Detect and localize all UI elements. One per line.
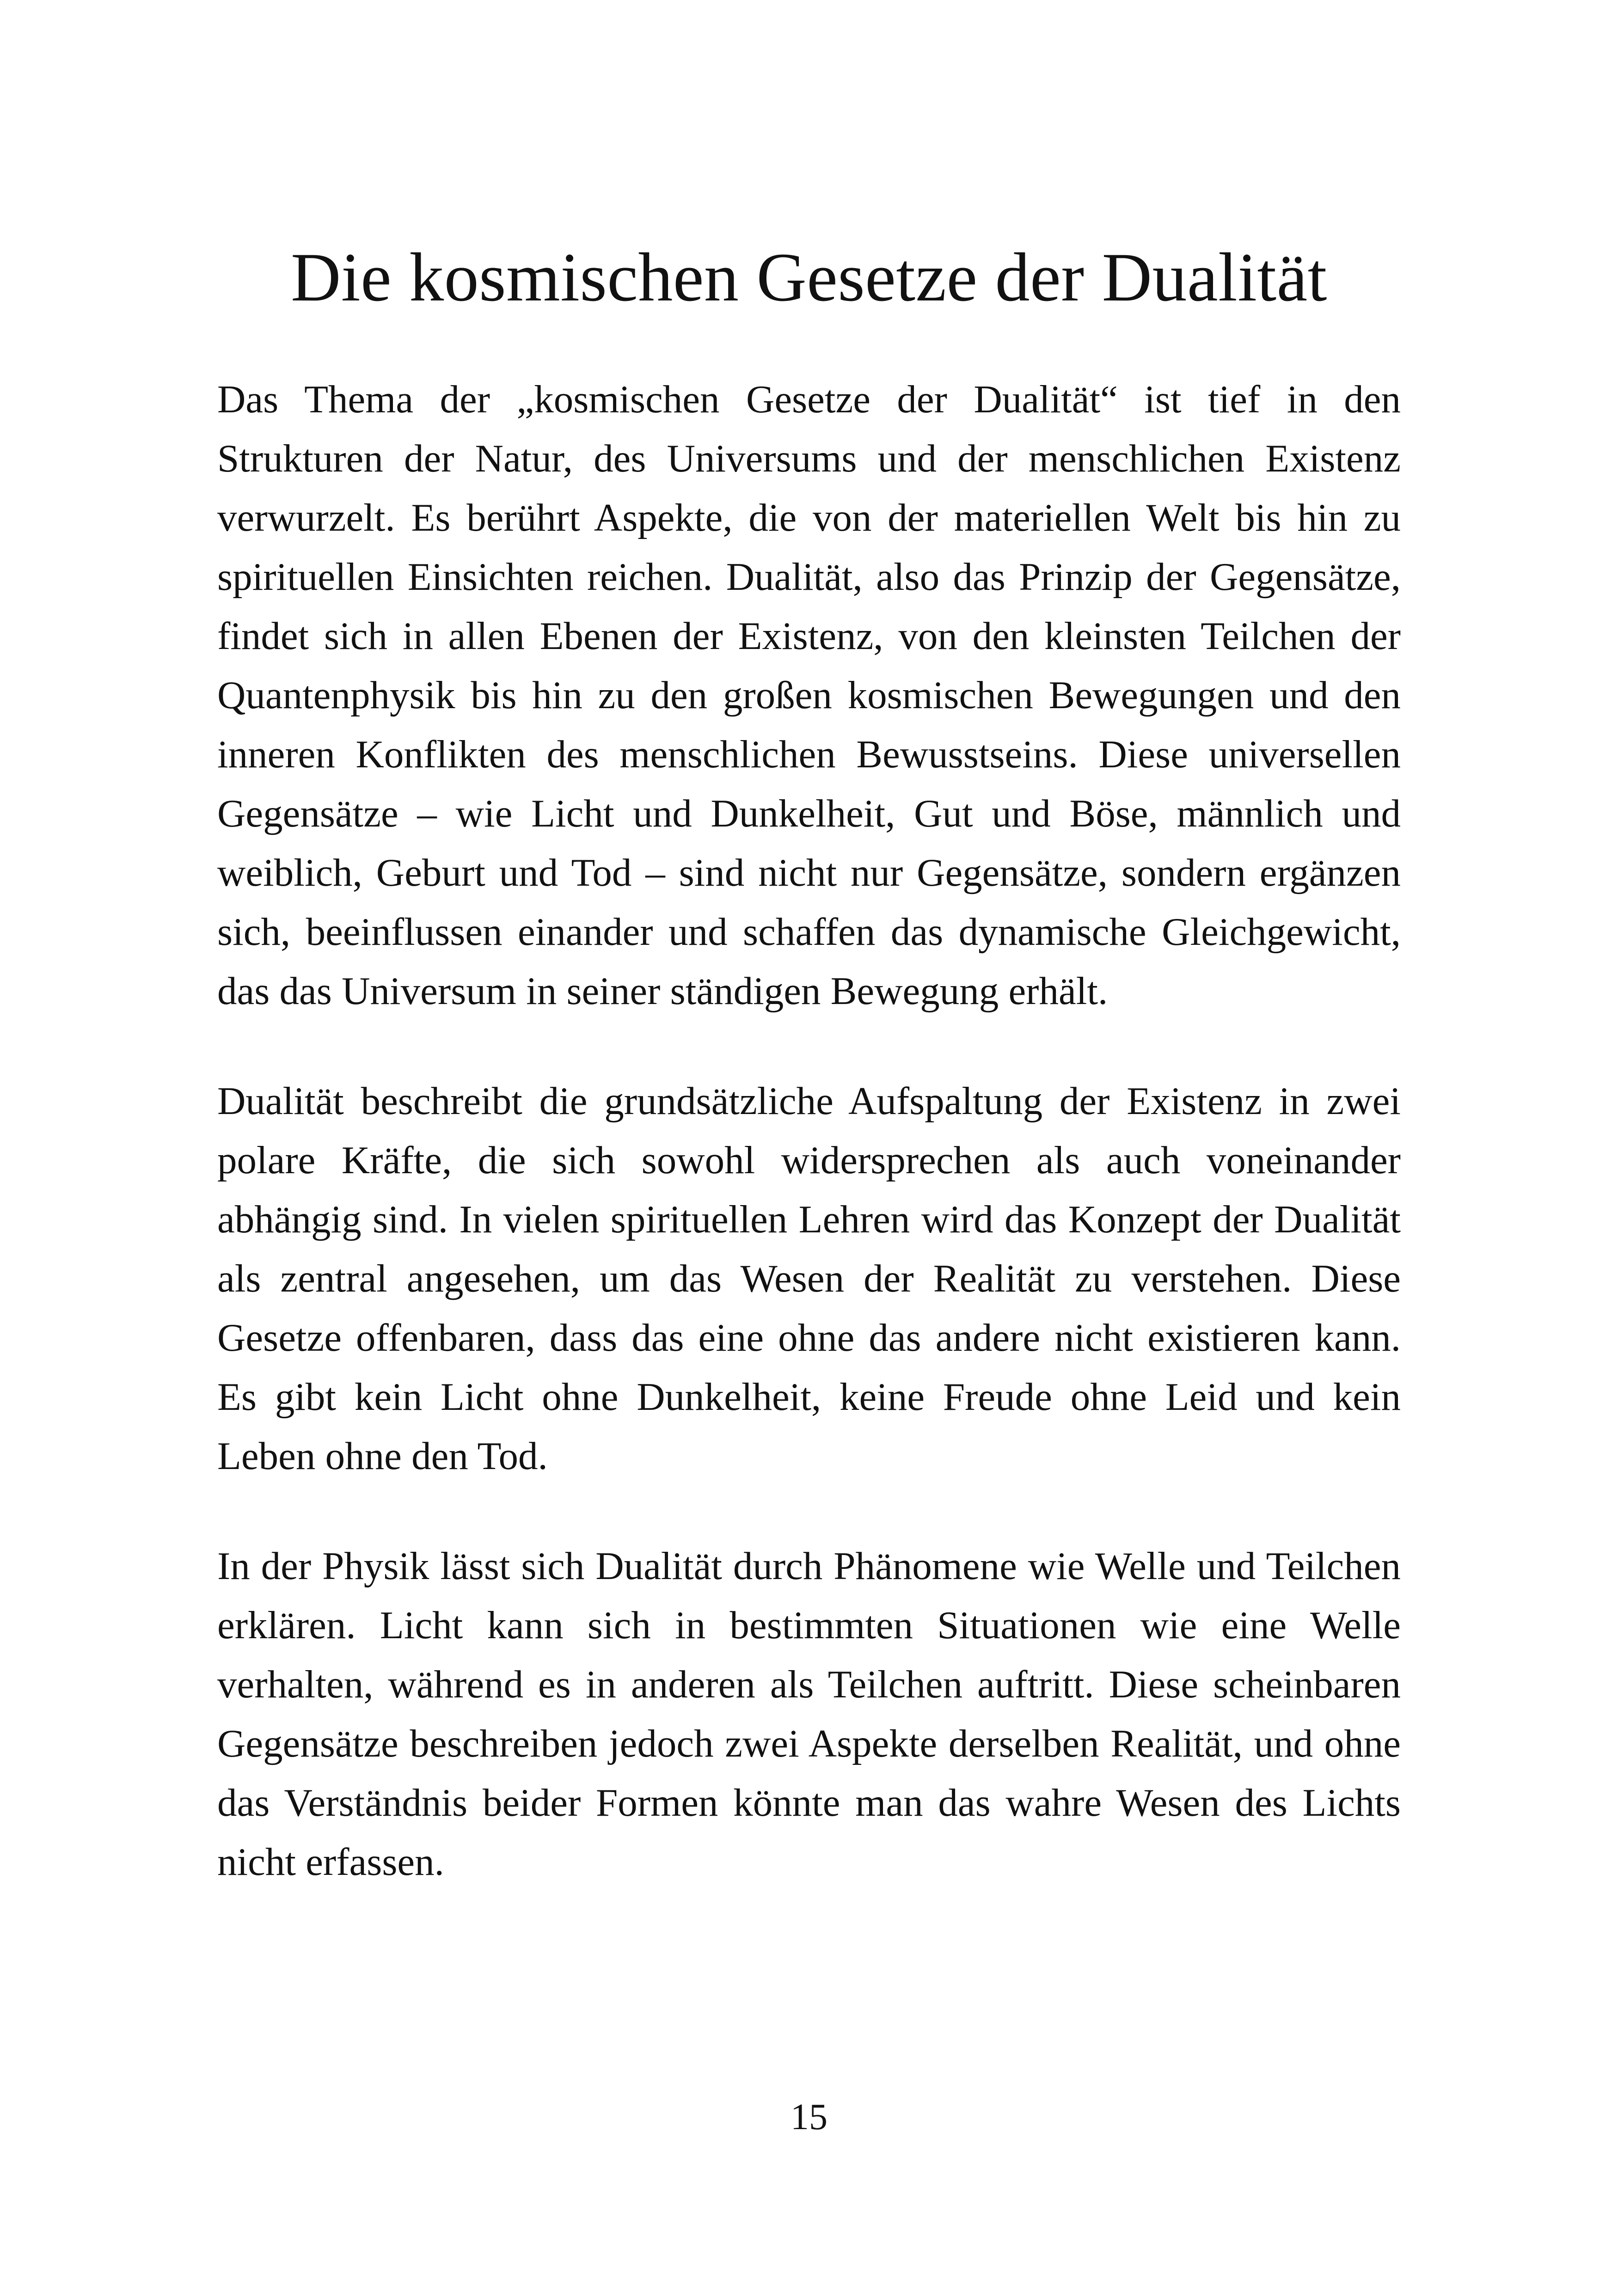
paragraph-2: Dualität beschreibt die grundsätzliche Aufspaltung der Existenz in zwei polare Kräfte, die sich sowohl widersprechen als auch voneinander abhängig sind. In vielen spirituellen Lehren wird das Konzept der Dualität als zentral angesehen, um das Wesen der Realität zu verstehen. Diese Gesetze offenbaren, dass das eine ohne das andere nicht existieren kann. Es gibt kein Licht ohne Dunkelheit, keine Freude ohne Leid und kein Leben ohne den Tod. (217, 1079, 1401, 1478)
chapter-body (217, 370, 1401, 1892)
paragraph-3: In der Physik lässt sich Dualität durch Phänomene wie Welle und Teilchen erklären. Licht kann sich in bestimmten Situationen wie eine Welle verhalten, während es in anderen als Teilchen auftritt. Diese scheinbaren Gegensätze beschreiben jedoch zwei Aspekte derselben Realität, und ohne das Verständnis beider Formen könnte man das wahre Wesen des Lichts nicht erfassen. (217, 1544, 1401, 1884)
chapter-title: Die kosmischen Gesetze der Dualität (291, 239, 1327, 316)
paragraph-1: Das Thema der „kosmischen Gesetze der Dualität“ ist tief in den Strukturen der Natur, des Universums und der menschlichen Existenz verwurzelt. Es berührt Aspekte, die von der materiellen Welt bis hin zu spirituellen Einsichten reichen. Dualität, also das Prinzip der Gegensätze, findet sich in allen Ebenen der Existenz, von den kleinsten Teilchen der Quantenphysik bis hin zu den großen kosmischen Bewegungen und den inneren Konflikten des menschlichen Bewusstseins. Diese universellen Gegensätze – wie Licht und Dunkelheit, Gut und Böse, männlich und weiblich, Geburt und Tod – sind nicht nur Gegensätze, sondern ergänzen sich, beeinflussen einander und schaffen das dynamische Gleichgewicht, das das Universum in seiner ständigen Bewegung erhält. (217, 378, 1401, 1013)
page-number: 15 (791, 2097, 827, 2137)
